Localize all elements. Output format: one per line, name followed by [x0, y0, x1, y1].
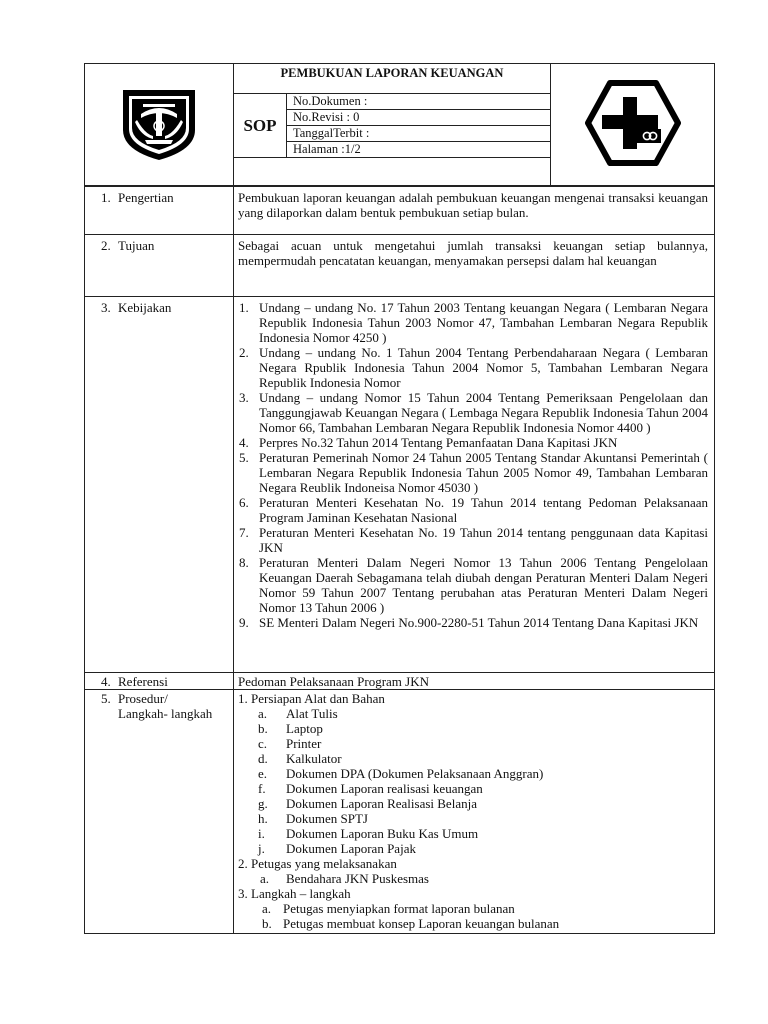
meta-no-dokumen: No.Dokumen : — [287, 94, 550, 110]
meta-halaman: Halaman :1/2 — [293, 142, 361, 156]
list-item-text: Printer — [286, 736, 322, 751]
content-pengertian: Pembukuan laporan keuangan adalah pembukuan keuangan mengenai transaksi keuangan yang dilaporkan dalam bentuk pembukuan setiap bulan. — [234, 187, 715, 235]
list-item-text: Dokumen Laporan Realisasi Belanja — [286, 796, 477, 811]
row-kebijakan — [85, 297, 715, 673]
kebijakan-item-number: 7. — [239, 525, 249, 540]
sop-document — [84, 63, 714, 934]
list-item-text: Dokumen Laporan realisasi keuangan — [286, 781, 483, 796]
header-logo-cell — [85, 64, 234, 186]
content-prosedur — [234, 690, 715, 934]
kebijakan-list — [238, 300, 708, 630]
list-item — [238, 901, 708, 916]
header-empty-cell — [234, 158, 551, 186]
list-item-text: Bendahara JKN Puskesmas — [286, 871, 429, 886]
kebijakan-item — [238, 435, 708, 450]
prosedur-section-3-list — [238, 901, 708, 931]
prosedur-section-2-list — [238, 871, 708, 886]
list-item-marker: a. — [260, 871, 270, 886]
label-pengertian: 1. Pengertian — [85, 187, 234, 235]
list-item-text: Petugas menyiapkan format laporan bulanan — [283, 901, 515, 916]
list-item-marker: j. — [258, 841, 265, 856]
prosedur-section-1-list — [238, 706, 708, 856]
list-item-marker: b. — [262, 916, 272, 931]
list-item-text: Petugas membuat konsep Laporan keuangan bulanan — [283, 916, 560, 931]
kebijakan-item-text: Peraturan Menteri Dalam Negeri Nomor 13 Tahun 2006 Tentang Pengelolaan Keuangan Daerah Sebagamana telah diubah dengan Peraturan Menteri Dalam Negeri Nomor 59 Tahun 2007 Tentang perubahan atas Peraturan Menteri Dalam Negeri Nomor 13 Tahun 2006 ) — [259, 555, 709, 615]
list-item — [238, 766, 708, 781]
label-referensi: 4. Referensi — [85, 673, 234, 690]
kebijakan-item-text: Peraturan Pemerinah Nomor 24 Tahun 2005 Tentang Standar Akuntansi Pemerintah ( Lembaran Negara Republik Indonesia Tahun 2005 Nomor 49, Tambahan Lembaran Negara Reublik Indoneisa Nomor 45030 ) — [259, 450, 709, 495]
kebijakan-item-text: Peraturan Menteri Kesehatan No. 19 Tahun 2014 tentang Pedoman Pelaksanaan Program Jaminan Kesehatan Nasional — [259, 495, 709, 525]
list-item-marker: d. — [258, 751, 268, 766]
list-item-text: Dokumen DPA (Dokumen Pelaksanaan Anggran) — [286, 766, 544, 781]
kebijakan-item — [238, 450, 708, 495]
kebijakan-item-number: 4. — [239, 435, 249, 450]
regional-emblem-icon — [119, 84, 199, 162]
list-item-marker: i. — [258, 826, 265, 841]
row-prosedur — [85, 690, 715, 934]
list-item-marker: a. — [262, 901, 272, 916]
list-item-marker: c. — [258, 736, 268, 751]
row-referensi — [85, 673, 715, 690]
puskesmas-cross-icon — [584, 79, 682, 167]
kebijakan-item — [238, 525, 708, 555]
kebijakan-item-number: 8. — [239, 555, 249, 570]
prosedur-section-1-title: 1. Persiapan Alat dan Bahan — [238, 691, 385, 706]
prosedur-section-3-title: 3. Langkah – langkah — [238, 886, 351, 901]
list-item-marker: f. — [258, 781, 266, 796]
kebijakan-item — [238, 615, 708, 630]
kebijakan-item — [238, 555, 708, 615]
sop-label: SOP — [234, 94, 287, 158]
kebijakan-item-text: Perpres No.32 Tahun 2014 Tentang Pemanfaatan Dana Kapitasi JKN — [259, 435, 618, 450]
list-item — [238, 871, 708, 886]
content-kebijakan — [234, 297, 715, 673]
list-item-marker: g. — [258, 796, 268, 811]
list-item — [238, 841, 708, 856]
list-item-text: Alat Tulis — [286, 706, 338, 721]
document-title: PEMBUKUAN LAPORAN KEUANGAN — [234, 64, 551, 94]
label-kebijakan: 3. Kebijakan — [85, 297, 234, 673]
kebijakan-item-text: Undang – undang No. 1 Tahun 2004 Tentang Perbendaharaan Negara ( Lembaran Negara Rpublik Indonesia Tahun 2004 Nomor 5, Tambahan Lembaran Negara Republik Indonesia Nomor — [259, 345, 709, 390]
kebijakan-item-text: Undang – undang No. 17 Tahun 2003 Tentang keuangan Negara ( Lembaran Negara Republik Indonesia Tahun 2003 Nomor 47, Tambahan Lembaran Negara Republik Indonesia Nomor 4250 ) — [259, 300, 709, 345]
kebijakan-item-text: Peraturan Menteri Kesehatan No. 19 Tahun 2014 tentang penggunaan data Kapitasi JKN — [259, 525, 709, 555]
list-item — [238, 826, 708, 841]
list-item — [238, 706, 708, 721]
list-item-text: Laptop — [286, 721, 323, 736]
content-tujuan: Sebagai acuan untuk mengetahui jumlah transaksi keuangan setiap bulannya, mempermudah pencatatan keuangan, menyamakan persepsi dalam hal keuangan — [234, 235, 715, 297]
kebijakan-item-text: Undang – undang Nomor 15 Tahun 2004 Tentang Pemeriksaan Pengelolaan dan Tanggungjawab Keuangan Negara ( Lembaga Negara Republik Indonesia Tahun 2004 Nomor 66, Tambahan Lembaran Negara Republik Indonesia Nomor 4400 ) — [259, 390, 709, 435]
list-item-marker: b. — [258, 721, 268, 736]
kebijakan-item-number: 6. — [239, 495, 249, 510]
document-meta — [287, 94, 551, 158]
kebijakan-item-number: 5. — [239, 450, 249, 465]
list-item — [238, 796, 708, 811]
list-item-marker: e. — [258, 766, 268, 781]
sop-table — [84, 63, 715, 934]
kebijakan-item — [238, 390, 708, 435]
list-item-text: Dokumen SPTJ — [286, 811, 368, 826]
list-item — [238, 916, 708, 931]
list-item — [238, 811, 708, 826]
list-item — [238, 721, 708, 736]
list-item-text: Dokumen Laporan Buku Kas Umum — [286, 826, 479, 841]
content-referensi: Pedoman Pelaksanaan Program JKN — [234, 673, 715, 690]
meta-no-revisi: No.Revisi : 0 — [287, 110, 550, 126]
list-item-text: Dokumen Laporan Pajak — [286, 841, 416, 856]
kebijakan-item-text: SE Menteri Dalam Negeri No.900-2280-51 Tahun 2014 Tentang Dana Kapitasi JKN — [259, 615, 699, 630]
meta-tanggal-terbit: TanggalTerbit : — [287, 126, 550, 142]
kebijakan-item — [238, 345, 708, 390]
label-tujuan: 2. Tujuan — [85, 235, 234, 297]
list-item — [238, 781, 708, 796]
kebijakan-item-number: 1. — [239, 300, 249, 315]
row-tujuan — [85, 235, 715, 297]
kebijakan-item-number: 9. — [239, 615, 249, 630]
kebijakan-item-number: 3. — [239, 390, 249, 405]
list-item — [238, 736, 708, 751]
list-item-text: Kalkulator — [286, 751, 342, 766]
kebijakan-item — [238, 495, 708, 525]
prosedur-section-2-title: 2. Petugas yang melaksanakan — [238, 856, 397, 871]
list-item-marker: a. — [258, 706, 268, 721]
kebijakan-item — [238, 300, 708, 345]
kebijakan-item-number: 2. — [239, 345, 249, 360]
header-right-logo-cell — [551, 64, 715, 186]
list-item-marker: h. — [258, 811, 268, 826]
label-prosedur: 5. Prosedur/ Langkah- langkah — [85, 690, 234, 934]
row-pengertian — [85, 187, 715, 235]
list-item — [238, 751, 708, 766]
